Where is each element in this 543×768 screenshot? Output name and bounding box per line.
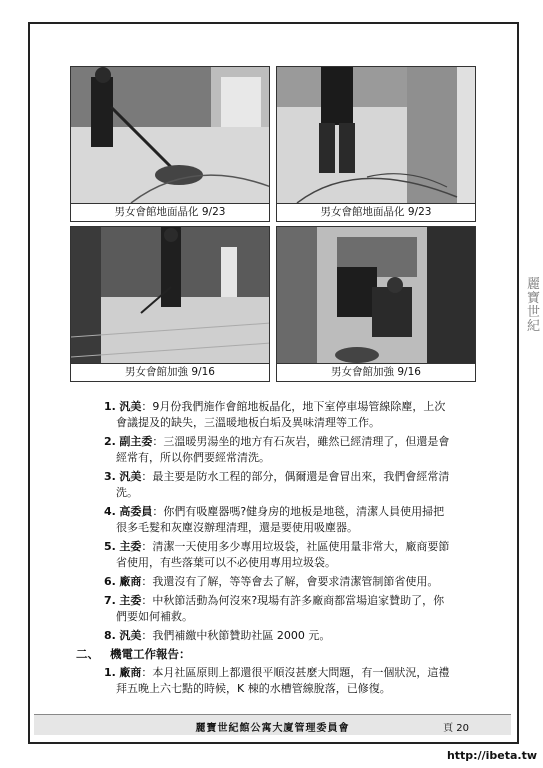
item-number: 2. [104, 435, 116, 448]
photo-reinforcement-1 [71, 227, 269, 363]
item-continuation: 很多毛髮和灰塵沒辦理清理，還是要使用吸塵器。 [116, 521, 358, 534]
item-number: 6. [104, 575, 116, 588]
item-speaker: 廠商 [119, 666, 142, 679]
item-number: 5. [104, 540, 116, 553]
item-continuation: 拜五晚上六七點的時候，K 棟的水槽管線脫落，已修復。 [116, 682, 391, 695]
item-text: ：最主要是防水工程的部分，偶爾還是會冒出來，我們會經常清 [141, 470, 450, 483]
photo-caption: 男女會館地面晶化 9/23 [71, 203, 269, 221]
page-footer [34, 714, 511, 735]
item-text: ：9月份我們施作會館地板晶化，地下室停車場管線除塵，上次 [141, 400, 446, 413]
watermark: http://ibeta.tw [446, 749, 537, 762]
section-item [104, 665, 499, 697]
item-continuation: 們要如何補救。 [116, 610, 193, 623]
section-title: 機電工作報告： [110, 647, 191, 661]
meeting-minutes [104, 399, 499, 647]
item-speaker: 汎美 [119, 400, 142, 413]
item-speaker: 高委員 [119, 505, 153, 518]
minutes-item [104, 399, 499, 431]
item-speaker: 主委 [119, 594, 142, 607]
photo-cell-3 [70, 226, 270, 382]
item-continuation: 省使用，有些落葉可以不必使用專用垃圾袋。 [116, 556, 336, 569]
photo-cell-2 [276, 66, 476, 222]
item-text: ：我還沒有了解，等等會去了解，會要求清潔管制節省使用。 [141, 575, 439, 588]
item-text: ：我們補繳中秋節贊助社區 2000 元。 [141, 629, 331, 642]
item-number: 7. [104, 594, 116, 607]
item-text: ：中秋節活動為何沒來?現場有許多廠商都當場追家贊助了，你 [141, 594, 445, 607]
item-number: 1. [104, 400, 116, 413]
photo-caption: 男女會館地面晶化 9/23 [277, 203, 475, 221]
photo-cell-1 [70, 66, 270, 222]
item-continuation: 經常有，所以你們要經常清洗。 [116, 451, 270, 464]
item-number: 8. [104, 629, 116, 642]
minutes-item [104, 593, 499, 625]
side-margin-text: 麗寶世紀 [527, 277, 541, 334]
photo-floor-polishing-2 [277, 67, 475, 203]
photo-cell-4 [276, 226, 476, 382]
item-speaker: 副主委 [119, 435, 153, 448]
minutes-item [104, 574, 499, 590]
minutes-item [104, 539, 499, 571]
section-heading [76, 646, 496, 662]
minutes-item [104, 469, 499, 501]
item-continuation: 會議提及的缺失，三溫暖地板白垢及異味清理等工作。 [116, 416, 380, 429]
photo-reinforcement-2 [277, 227, 475, 363]
item-text: ：本月社區原則上都還很平順沒甚麼大問題，有一個狀況，這禮 [141, 666, 450, 679]
item-number: 4. [104, 505, 116, 518]
section-number: 二、 [76, 647, 99, 661]
item-speaker: 廠商 [119, 575, 142, 588]
photo-floor-polishing-1 [71, 67, 269, 203]
item-text: ：清潔一天使用多少專用垃圾袋，社區使用量非常大，廠商要節 [141, 540, 450, 553]
item-speaker: 汎美 [119, 629, 142, 642]
item-text: ：三溫暖男湯坐的地方有石灰岩，雖然已經清理了，但還是會 [152, 435, 450, 448]
item-speaker: 主委 [119, 540, 142, 553]
item-number: 1. [104, 666, 116, 679]
minutes-item [104, 628, 499, 644]
minutes-item [104, 434, 499, 466]
item-number: 3. [104, 470, 116, 483]
photo-grid [70, 66, 476, 382]
photo-caption: 男女會館加強 9/16 [71, 363, 269, 381]
item-continuation: 洗。 [116, 486, 138, 499]
page-number: 頁 20 [443, 723, 469, 734]
footer-organization: 麗寶世紀館公寓大廈管理委員會 [195, 723, 350, 734]
photo-caption: 男女會館加強 9/16 [277, 363, 475, 381]
item-speaker: 汎美 [119, 470, 142, 483]
item-text: ：你們有吸塵器嗎?健身房的地板是地毯，清潔人員使用掃把 [152, 505, 445, 518]
minutes-item [104, 504, 499, 536]
